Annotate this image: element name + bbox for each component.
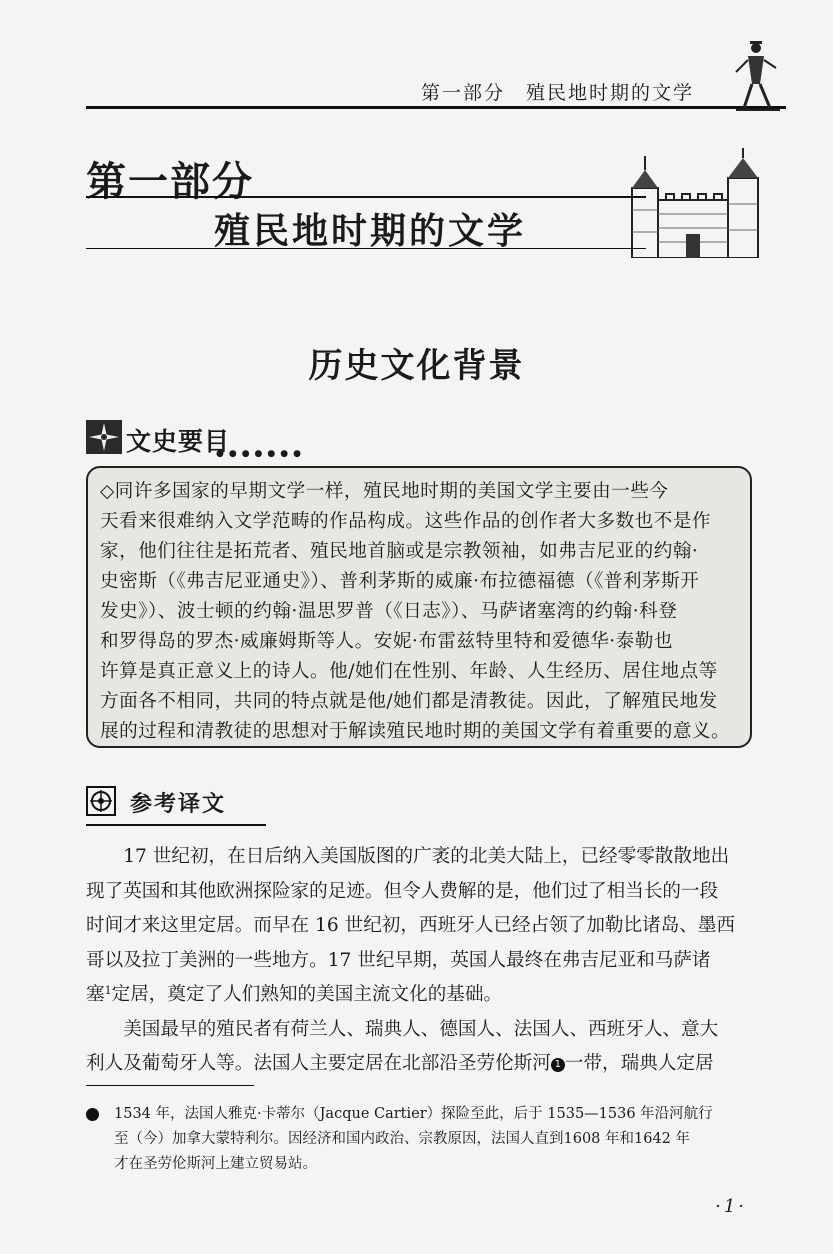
body-line: 哥以及拉丁美洲的一些地方。17 世纪早期，英国人最终在弗吉尼亚和马萨诸 — [86, 949, 711, 971]
castle-icon — [622, 148, 772, 258]
part-title: 第一部分 — [86, 158, 254, 205]
translation-heading — [86, 784, 266, 824]
summary-line: 方面各不相同，共同的特点就是他/她们都是清教徒。因此，了解殖民地发 — [100, 691, 718, 712]
ornament-icon — [86, 786, 116, 816]
heading-underline — [86, 824, 266, 826]
body-text-segment: 一带，瑞典人定居 — [564, 1053, 714, 1074]
summary-line: ◇同许多国家的早期文学一样，殖民地时期的美国文学主要由一些今 — [100, 481, 669, 502]
running-head-rule — [86, 106, 786, 109]
summary-line: 史密斯（《弗吉尼亚通史》）、普利茅斯的威廉·布拉德福德（《普利茅斯开 — [100, 571, 700, 592]
summary-line: 展的过程和清教徒的思想对于解读殖民地时期的美国文学有着重要的意义。 — [100, 721, 731, 742]
summary-line: 发史》）、波士顿的约翰·温思罗普（《日志》）、马萨诸塞湾的约翰·科登 — [100, 601, 678, 622]
summary-heading-label: 文史要目 — [126, 427, 231, 456]
footnote-ref-marker: 1 — [551, 1058, 565, 1072]
summary-line: 和罗得岛的罗杰·威廉姆斯等人。安妮·布雷兹特里特和爱德华·泰勒也 — [100, 631, 673, 652]
translation-body — [86, 840, 752, 1082]
pilgrim-figure-icon — [726, 40, 786, 112]
footnote-marker-icon — [86, 1108, 99, 1121]
summary-line: 天看来很难纳入文学范畴的作品构成。这些作品的创作者大多数也不是作 — [100, 511, 712, 532]
summary-line: 许算是真正意义上的诗人。他/她们在性别、年龄、人生经历、居住地点等 — [100, 661, 718, 682]
footnote-rule — [86, 1085, 254, 1086]
running-head-text: 第一部分 殖民地时期的文学 — [420, 82, 694, 104]
section-heading: 历史文化背景 — [308, 346, 525, 386]
body-line: 时间才来这里定居。而早在 16 世纪初，西班牙人已经占领了加勒比诸岛、墨西 — [86, 915, 736, 936]
part-subtitle: 殖民地时期的文学 — [214, 210, 527, 252]
compass-rose-icon — [86, 420, 122, 454]
body-line: 17 世纪初，在日后纳入美国版图的广袤的北美大陆上，已经零零散散地出 — [86, 846, 730, 867]
superscript-1: 1 — [104, 984, 112, 997]
body-text-segment: 定居，奠定了人们熟知的美国主流文化的基础。 — [111, 984, 503, 1005]
title-rule — [86, 196, 646, 198]
body-text-segment: 利人及葡萄牙人等。法国人主要定居在北部沿圣劳伦斯河 — [86, 1053, 551, 1074]
body-line — [86, 1047, 752, 1082]
footnote — [86, 1102, 766, 1177]
body-line — [86, 978, 752, 1013]
body-text-segment: 塞 — [86, 984, 105, 1005]
translation-heading-label: 参考译文 — [130, 792, 227, 817]
body-line: 现了英国和其他欧洲探险家的足迹。但令人费解的是，他们过了相当长的一段 — [86, 880, 719, 902]
footnote-line: 至（今）加拿大蒙特利尔。因经济和国内政治、宗教原因，法国人直到1608 年和1642 年 — [114, 1131, 691, 1147]
running-head — [86, 60, 786, 104]
title-rule — [86, 248, 646, 249]
footnote-line: 1534 年，法国人雅克·卡蒂尔（Jacque Cartier）探险至此，后于 1535—1536 年沿河航行 — [114, 1106, 713, 1122]
summary-box — [86, 466, 752, 748]
body-line: 美国最早的殖民者有荷兰人、瑞典人、德国人、法国人、西班牙人、意大 — [86, 1018, 719, 1040]
summary-line: 家，他们往往是拓荒者、殖民地首脑或是宗教领袖，如弗吉尼亚的约翰· — [100, 541, 699, 562]
page-number: ·1· — [715, 1196, 747, 1217]
decorative-dots: ●●●●●●● — [216, 449, 306, 459]
footnote-line: 才在圣劳伦斯河上建立贸易站。 — [114, 1156, 317, 1172]
